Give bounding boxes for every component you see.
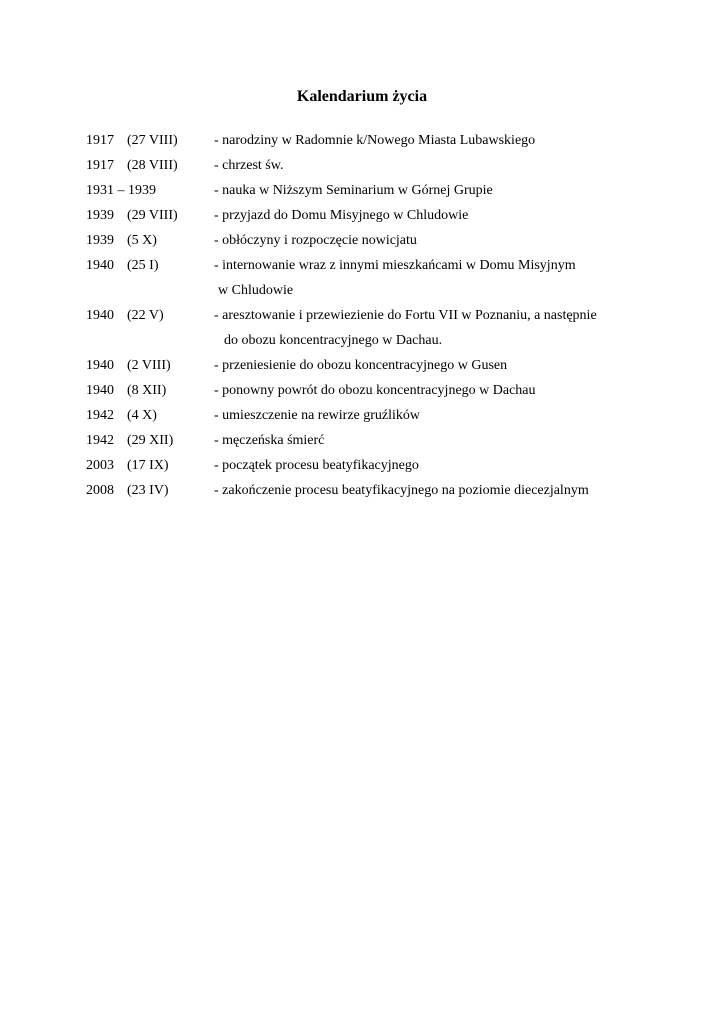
timeline-entry — [86, 403, 706, 428]
entry-line — [86, 478, 706, 503]
entry-year: 1939 — [86, 208, 114, 223]
entry-line — [86, 303, 706, 328]
entry-description-continued: do obozu koncentracyjnego w Dachau. — [224, 333, 443, 348]
page-title: Kalendarium życia — [296, 88, 428, 105]
entry-description: - ponowny powrót do obozu koncentracyjnego w Dachau — [214, 383, 536, 398]
timeline-entry — [86, 453, 706, 478]
entry-description: - zakończenie procesu beatyfikacyjnego na poziomie diecezjalnym — [214, 483, 589, 498]
entry-date: (23 IV) — [127, 483, 169, 498]
entry-date: (27 VIII) — [127, 133, 178, 148]
entry-description: - aresztowanie i przewiezienie do Fortu VII w Poznaniu, a następnie — [214, 308, 597, 323]
timeline-list — [86, 128, 706, 503]
entry-line — [86, 403, 706, 428]
entry-description-continued: w Chludowie — [218, 283, 294, 298]
entry-description: - narodziny w Radomnie k/Nowego Miasta Lubawskiego — [214, 133, 536, 148]
entry-line — [86, 453, 706, 478]
timeline-entry — [86, 428, 706, 453]
entry-description: - internowanie wraz z innymi mieszkańcami w Domu Misyjnym — [214, 258, 576, 273]
timeline-entry — [86, 253, 706, 303]
entry-date: (29 XII) — [127, 433, 174, 448]
timeline-entry — [86, 353, 706, 378]
timeline-entry — [86, 128, 706, 153]
entry-date: (29 VIII) — [127, 208, 178, 223]
entry-description: - nauka w Niższym Seminarium w Górnej Grupie — [214, 183, 493, 198]
entry-description: - przeniesienie do obozu koncentracyjnego w Gusen — [214, 358, 508, 373]
entry-description: - chrzest św. — [214, 158, 284, 173]
timeline-entry — [86, 228, 706, 253]
entry-year: 1940 — [86, 383, 114, 398]
timeline-entry — [86, 178, 706, 203]
entry-line — [86, 428, 706, 453]
entry-description: - początek procesu beatyfikacyjnego — [214, 458, 419, 473]
timeline-entry — [86, 153, 706, 178]
entry-line — [86, 153, 706, 178]
entry-line — [86, 203, 706, 228]
entry-line — [86, 253, 706, 278]
entry-year: 1940 — [86, 308, 114, 323]
entry-year: 1942 — [86, 433, 114, 448]
entry-date: (5 X) — [127, 233, 157, 248]
entry-year: 1940 — [86, 258, 114, 273]
entry-description: - obłóczyny i rozpoczęcie nowicjatu — [214, 233, 417, 248]
entry-year: 1917 — [86, 158, 114, 173]
entry-line — [86, 128, 706, 153]
entry-line — [86, 378, 706, 403]
entry-year: 1917 — [86, 133, 114, 148]
entry-date: (25 I) — [127, 258, 159, 273]
entry-year: 1939 — [86, 233, 114, 248]
entry-date: (8 XII) — [127, 383, 167, 398]
entry-year: 1942 — [86, 408, 114, 423]
entry-line — [86, 178, 706, 203]
entry-year: 2003 — [86, 458, 114, 473]
timeline-entry — [86, 478, 706, 503]
entry-line — [86, 353, 706, 378]
entry-date: (22 V) — [127, 308, 164, 323]
timeline-entry — [86, 378, 706, 403]
timeline-entry — [86, 303, 706, 353]
entry-description: - umieszczenie na rewirze gruźlików — [214, 408, 421, 423]
entry-date: (17 IX) — [127, 458, 169, 473]
timeline-entry — [86, 203, 706, 228]
entry-description: - przyjazd do Domu Misyjnego w Chludowie — [214, 208, 469, 223]
entry-year: 1940 — [86, 358, 114, 373]
entry-line-continued — [86, 278, 706, 303]
entry-date: (4 X) — [127, 408, 157, 423]
entry-description: - męczeńska śmierć — [214, 433, 325, 448]
entry-year: 2008 — [86, 483, 114, 498]
entry-date: (28 VIII) — [127, 158, 178, 173]
entry-line-continued — [86, 328, 706, 353]
entry-year: 1931 – 1939 — [86, 183, 156, 198]
entry-line — [86, 228, 706, 253]
entry-date: (2 VIII) — [127, 358, 171, 373]
